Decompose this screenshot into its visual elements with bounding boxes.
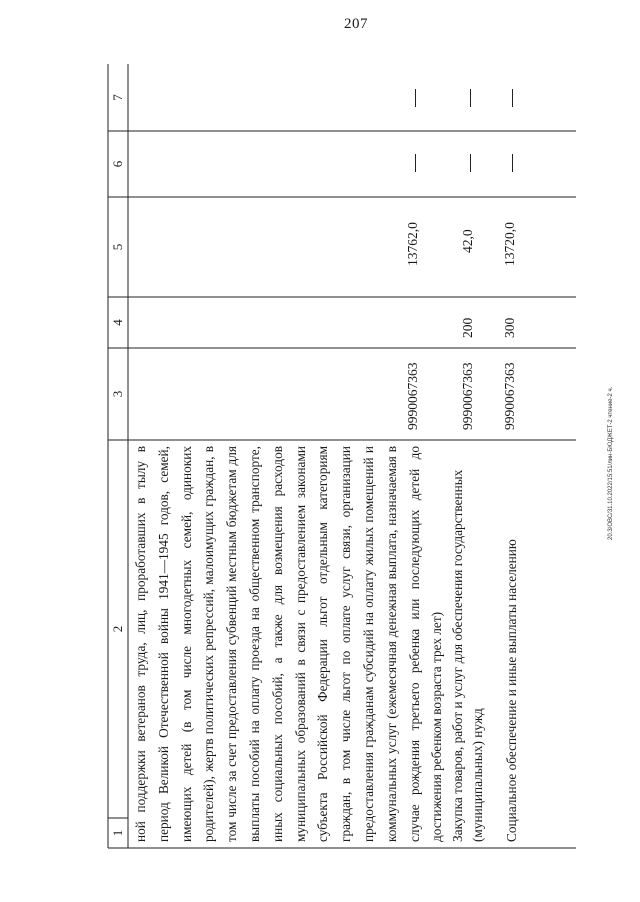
row-1-code: 9990067363 bbox=[405, 362, 420, 430]
row-3-description: Социальное обеспечение и иные выплаты населению bbox=[504, 539, 519, 842]
row-2-col6-dash bbox=[470, 154, 471, 172]
row-1-col6-dash bbox=[415, 154, 416, 172]
row-3-code: 9990067363 bbox=[502, 362, 517, 430]
document-stamp: 20.3/ОВС/31.10.2022/15:51/лин-БЮДЖЕТ-2 чтение-2 ч. bbox=[608, 386, 614, 540]
column-header-5: 5 bbox=[110, 243, 125, 251]
row-1-description: ной поддержки ветеранов труда, лиц, проработавших в тылу в период Великой Отечественной войны 1941—1945 годов, семей, имеющих детей (в том числе многодетных семей, одиноких родителей), жертв политических репрессий, малоимущих граждан, в том числе за счет предоставления субвенций местным бюджетам для выплаты пособий на оплату проезда на общественном транспорте, иных социальных пособий, а также для возмещения расходов муниципальных образований в связи с предоставлением законами субъекта Российской Федерации льгот отдельным категориям граждан, в том числе льгот по оплате услуг связи, организации предоставления гражданам субсидий на оплату жилых помещений и коммунальных услуг (ежемесячная денежная выплата, назначаемая в случае рождения третьего ребенка или последующих детей до достижения ребенком возраста трех лет) bbox=[133, 446, 445, 842]
column-header-6: 6 bbox=[110, 160, 125, 168]
row-1-col7-dash bbox=[415, 89, 416, 107]
column-header-2: 2 bbox=[110, 625, 125, 633]
row-2-col7-dash bbox=[470, 89, 471, 107]
column-header-7: 7 bbox=[110, 94, 125, 101]
row-3-amount: 13720,0 bbox=[502, 222, 517, 266]
row-3-col7-dash bbox=[512, 89, 513, 107]
row-3-vr: 300 bbox=[502, 317, 517, 338]
column-header-4: 4 bbox=[110, 319, 125, 326]
column-header-1: 1 bbox=[110, 829, 125, 837]
budget-table bbox=[108, 64, 576, 848]
row-1-amount: 13762,0 bbox=[405, 222, 420, 266]
row-3-col6-dash bbox=[512, 154, 513, 172]
row-2-description: Закупка товаров, работ и услуг для обеспечения государственных (муниципальных) нужд bbox=[450, 469, 485, 842]
column-header-3: 3 bbox=[110, 390, 125, 398]
page-number: 207 bbox=[344, 16, 368, 32]
row-2-vr: 200 bbox=[460, 317, 475, 338]
row-2-code: 9990067363 bbox=[460, 362, 475, 430]
row-2-amount: 42,0 bbox=[460, 229, 475, 253]
